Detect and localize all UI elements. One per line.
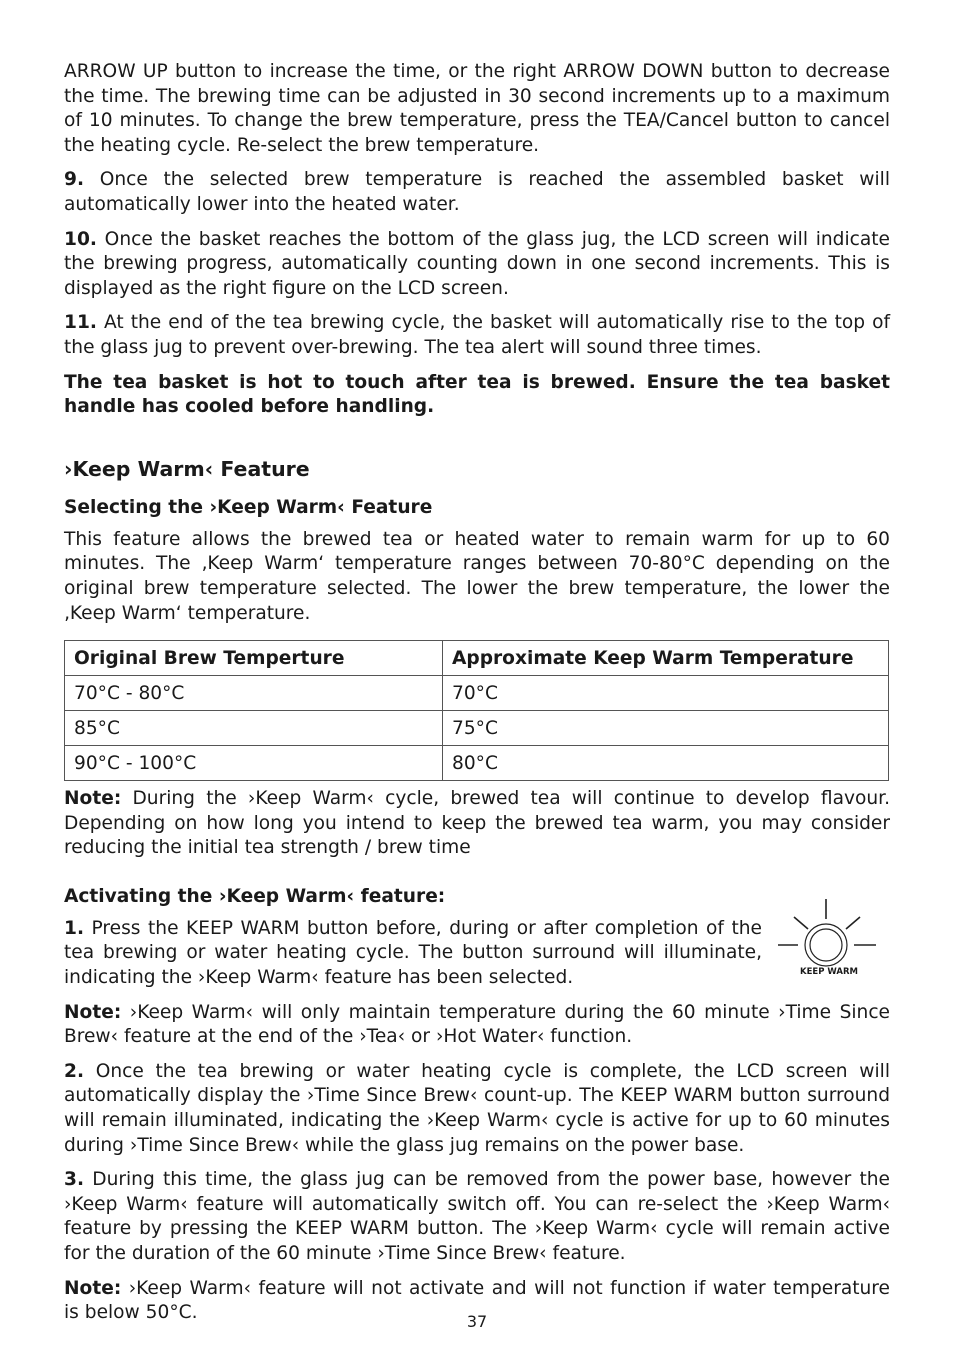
step-text: Once the tea brewing or water heating cycle is complete, the LCD screen will automatically display the ›Time Since Brew‹ count-up. The KEEP WARM button surround will remain illuminated, indicating the ›Keep Warm‹ cycle is active for up to 60 minutes during ›Time Since Brew‹ while the glass jug remains on the power base. <box>64 1060 890 1156</box>
keep-warm-button-icon <box>778 895 890 969</box>
step-10 <box>64 228 890 302</box>
table-row <box>65 676 889 711</box>
intro-continuation: ARROW UP button to increase the time, or the right ARROW DOWN button to decrease the time. The brewing time can be adjusted in 30 second increments up to a maximum of 10 minutes. To change the brew temperature, press the TEA/Cancel button to cancel the heating cycle. Re-select the brew temperature. <box>64 61 890 156</box>
step-number: 1. <box>64 917 85 939</box>
step-text: Press the KEEP WARM button before, during or after completion of the tea brewing or water heating cycle. The button surround will illuminate, indicating the ›Keep Warm‹ feature has been selected. <box>64 917 762 989</box>
table-row <box>65 746 889 781</box>
step-text: Once the selected brew temperature is reached the assembled basket will automatically lower into the heated water. <box>64 169 890 215</box>
note-flavour <box>64 787 890 861</box>
note-text: ›Keep Warm‹ feature will not activate and will not function if water temperature is below 50°C. <box>64 1277 890 1324</box>
table-header-row <box>65 641 889 676</box>
section-title: ›Keep Warm‹ Feature <box>64 456 310 481</box>
activate-step-1-block <box>64 917 890 991</box>
temperature-table <box>64 640 889 781</box>
note-label: Note: <box>64 1277 122 1299</box>
step-number: 10. <box>64 228 97 250</box>
table-row <box>65 711 889 746</box>
note-text: ›Keep Warm‹ will only maintain temperature during the 60 minute ›Time Since Brew‹ feature at the end of the ›Tea‹ or ›Hot Water‹ function. <box>64 1001 890 1048</box>
activate-step-1 <box>64 917 762 991</box>
subsection-title-selecting: Selecting the ›Keep Warm‹ Feature <box>64 496 433 518</box>
note-text: During the ›Keep Warm‹ cycle, brewed tea will continue to develop flavour. Depending on how long you intend to keep the brewed tea warm, you may consider reducing the initial tea strength / brew time <box>64 788 890 859</box>
step-text: During this time, the glass jug can be removed from the power base, however the ›Keep Warm‹ feature will automatically switch off. You can re-select the ›Keep Warm‹ feature by pressing the KEEP WARM button. The ›Keep Warm‹ cycle will remain active for the duration of the 60 minute ›Time Since Brew‹ feature. <box>64 1169 890 1264</box>
hot-basket-warning: The tea basket is hot to touch after tea is brewed. Ensure the tea basket handle has cooled before handling. <box>64 371 890 418</box>
table-cell: 70°C <box>443 676 889 711</box>
subsection-title-activating: Activating the ›Keep Warm‹ feature: <box>64 885 446 907</box>
step-number: 11. <box>64 312 97 334</box>
step-number: 9. <box>64 169 85 191</box>
activate-step-3 <box>64 1168 890 1266</box>
step-number: 3. <box>64 1169 85 1191</box>
note-time-since-brew <box>64 1001 890 1050</box>
note-label: Note: <box>64 1001 122 1023</box>
table-cell: 70°C - 80°C <box>65 676 443 711</box>
table-cell: 90°C - 100°C <box>65 746 443 781</box>
step-11 <box>64 311 890 360</box>
note-label: Note: <box>64 788 122 810</box>
column-header: Original Brew Temperture <box>65 641 443 676</box>
step-9 <box>64 168 890 217</box>
step-number: 2. <box>64 1060 85 1082</box>
keep-warm-button-illustration <box>778 895 890 985</box>
table-cell: 80°C <box>443 746 889 781</box>
activate-step-2 <box>64 1060 890 1158</box>
keep-warm-label: KEEP WARM <box>800 966 858 977</box>
step-text: At the end of the tea brewing cycle, the basket will automatically rise to the top of the glass jug to prevent over-brewing. The tea alert will sound three times. <box>64 312 890 358</box>
table-cell: 75°C <box>443 711 889 746</box>
selecting-description: This feature allows the brewed tea or heated water to remain warm for up to 60 minutes. The ‚Keep Warm‘ temperature ranges between 70-80°C depending on the original brew temperature selected. The lower the brew temperature, the lower the ‚Keep Warm‘ temperature. <box>64 528 890 624</box>
step-text: Once the basket reaches the bottom of the glass jug, the LCD screen will indicate the brewing progress, automatically counting down in one second increments. This is displayed as the right figure on the LCD screen. <box>64 228 890 299</box>
column-header: Approximate Keep Warm Temperature <box>443 641 889 676</box>
page-content <box>64 60 890 1326</box>
page-number: 37 <box>466 1312 488 1331</box>
table-cell: 85°C <box>65 711 443 746</box>
